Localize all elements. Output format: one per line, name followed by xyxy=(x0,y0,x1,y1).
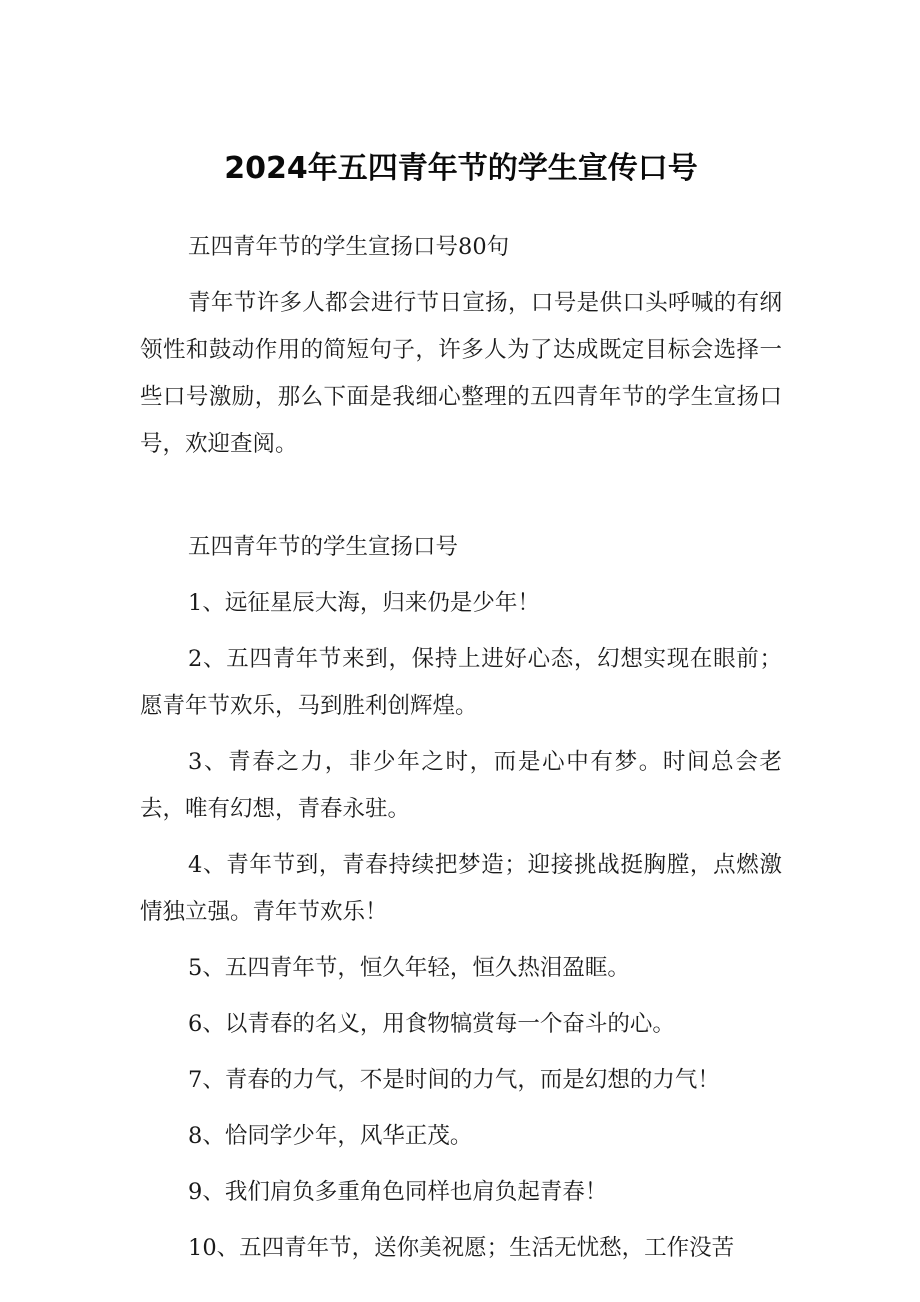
spacer xyxy=(140,730,782,739)
slogan-item: 8、恰同学少年，风华正茂。 xyxy=(188,1123,473,1149)
spacer xyxy=(140,571,782,580)
spacer xyxy=(140,627,782,636)
spacer xyxy=(140,936,782,945)
section-heading: 五四青年节的学生宣扬口号 xyxy=(188,534,459,560)
document-body xyxy=(140,224,782,1272)
slogan-item: 6、以青春的名义，用食物犒赏每一个奋斗的心。 xyxy=(188,1011,675,1037)
slogan-item: 10、五四青年节，送你美祝愿；生活无忧愁，工作没苦 xyxy=(188,1235,735,1261)
subtitle-paragraph: 五四青年节的学生宣扬口号80句 xyxy=(188,234,510,260)
slogan-item: 4、青年节到，青春持续把梦造；迎接挑战挺胸膛，点燃激情独立强。青年节欢乐！ xyxy=(140,852,782,925)
slogan-item: 7、青春的力气，不是时间的力气，而是幻想的力气！ xyxy=(188,1067,720,1093)
slogan-item: 3、青春之力，非少年之时，而是心中有梦。时间总会老去，唯有幻想，青春永驻。 xyxy=(140,749,782,822)
slogan-item: 1、远征星辰大海，归来仍是少年！ xyxy=(188,590,540,616)
spacer xyxy=(140,1216,782,1225)
document-title: 2024年五四青年节的学生宣传口号 xyxy=(224,151,698,186)
spacer xyxy=(140,515,782,524)
spacer xyxy=(140,271,782,280)
slogan-item: 2、五四青年节来到，保持上进好心态，幻想实现在眼前；愿青年节欢乐，马到胜利创辉煌。 xyxy=(140,646,782,719)
blank-line xyxy=(140,468,782,515)
slogan-item: 9、我们肩负多重角色同样也肩负起青春！ xyxy=(188,1179,608,1205)
intro-paragraph: 青年节许多人都会进行节日宣扬，口号是供口头呼喊的有纲领性和鼓动作用的简短句子，许多人为了达成既定目标会选择一些口号激励，那么下面是我细心整理的五四青年节的学生宣扬口号，欢迎查阅。 xyxy=(140,290,782,457)
spacer xyxy=(140,1160,782,1169)
spacer xyxy=(140,1104,782,1113)
spacer xyxy=(140,833,782,842)
spacer xyxy=(140,1048,782,1057)
slogan-item: 5、五四青年节，恒久年轻，恒久热泪盈眶。 xyxy=(188,955,630,981)
spacer xyxy=(140,992,782,1001)
